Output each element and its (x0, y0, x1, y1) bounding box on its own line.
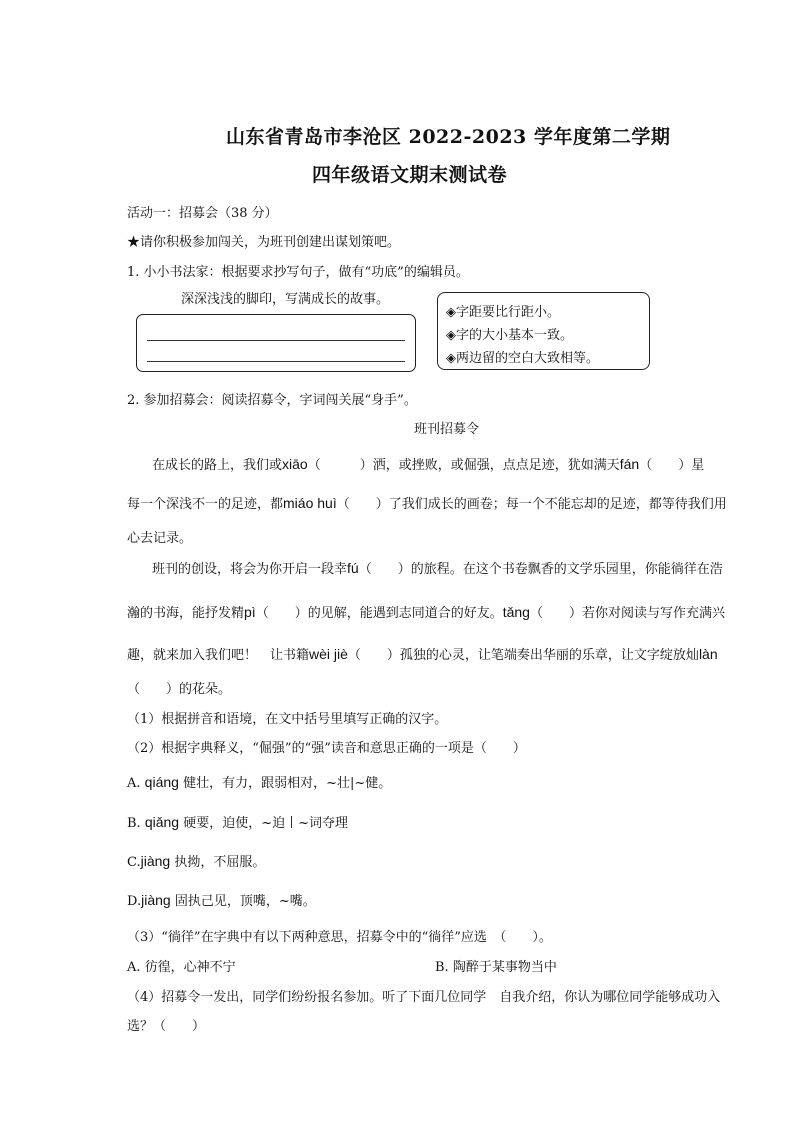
option-a[interactable]: A. qiáng 健壮，有力，跟弱相对，~壮|~健。 (127, 774, 392, 791)
pinyin: miáo huì (283, 495, 337, 511)
notice-para-3: 心去记录。 (127, 531, 193, 546)
pinyin: qiǎng (144, 814, 180, 830)
writing-tips-box (437, 292, 650, 370)
q2-sub2: （2）根据字典释义，“倔强”的“强”读音和意思正确的一项是（ ） (127, 741, 526, 756)
q2-prompt: 2. 参加招募会：阅读招募令，字词闯关展“身手”。 (127, 393, 417, 408)
title-line-2: 四年级语文期末测试卷 (312, 164, 508, 186)
pinyin: qiáng (144, 774, 179, 790)
copy-writing-box[interactable] (136, 314, 416, 372)
pinyin: xiāo (282, 456, 308, 472)
notice-para-6: 趣，就来加入我们吧！ 让书籍wèi jiè（ ）孤独的心灵，让笔端奏出华丽的乐章，让文字绽放灿làn (127, 646, 718, 663)
q2-sub3: （3）“徜徉”在字典中有以下两种意思，招募令中的“徜徉”应选 （ ）。 (127, 930, 552, 945)
notice-para-5: 瀚的书海，能抒发精pì（ ）的见解，能遇到志同道合的好友。tǎng（ ）若你对阅读与写作充满兴 (127, 604, 725, 621)
activity-heading: 活动一：招募会（38 分） (127, 206, 278, 221)
q2-sub1: （1）根据拼音和语境，在文中括号里填写正确的汉字。 (127, 712, 448, 727)
q1-prompt: 1. 小小书法家：根据要求抄写句子，做有“功底”的编辑员。 (127, 265, 469, 280)
pinyin: wèi jiè (309, 646, 348, 662)
pinyin: pì (244, 604, 256, 620)
pinyin: jiàng (141, 892, 171, 908)
pinyin: fán (619, 456, 640, 472)
q1-sentence: 深深浅浅的脚印，写满成长的故事。 (181, 292, 390, 307)
sub3-option-b[interactable]: B. 陶醉于某事物当中 (435, 960, 557, 975)
tip-2: ◈字的大小基本一致。 (446, 328, 573, 343)
notice-para-7: （ ）的花朵。 (127, 682, 232, 697)
option-b[interactable]: B. qiǎng 硬要，迫使，~迫丨~词夺理 (127, 814, 349, 831)
writing-line-1 (147, 340, 405, 341)
notice-title: 班刊招募令 (414, 422, 480, 437)
tip-1: ◈字距要比行距小。 (446, 305, 560, 320)
writing-line-2 (147, 361, 405, 362)
pinyin: fú (347, 560, 359, 576)
notice-para-4: 班刊的创设，将会为你开启一段幸fú（ ）的旅程。在这个书卷飘香的文学乐园里，你能徜徉在浩 (152, 560, 723, 577)
activity-intro: ★请你积极参加闯关，为班刊创建出谋划策吧。 (127, 235, 401, 250)
pinyin: làn (698, 646, 718, 662)
pinyin: tǎng (502, 604, 530, 620)
pinyin: jiàng (140, 853, 171, 869)
tip-3: ◈两边留的空白大致相等。 (446, 351, 599, 366)
notice-para-1: 在成长的路上，我们或xiāo（ ）洒，或挫败，或倔强，点点足迹，犹如满天fán（ ）星 (152, 456, 705, 473)
q2-sub4-line2: 选？（ ） (127, 1019, 206, 1034)
q2-sub4-line1: （4）招募令一发出，同学们纷纷报名参加。听了下面几位同学 自我介绍，你认为哪位同学能够成功入 (127, 990, 721, 1005)
sub3-option-a[interactable]: A. 彷徨，心神不宁 (127, 960, 236, 975)
option-c[interactable]: C.jiàng 执拗，不屈服。 (127, 853, 266, 870)
option-d[interactable]: D.jiàng 固执己见，顶嘴，~嘴。 (127, 892, 316, 909)
notice-para-2: 每一个深浅不一的足迹，都miáo huì（ ）了我们成长的画卷；每一个不能忘却的足迹，都等待我们用 (127, 495, 727, 512)
title-line-1: 山东省青岛市李沧区 2022-2023 学年度第二学期 (226, 126, 671, 148)
